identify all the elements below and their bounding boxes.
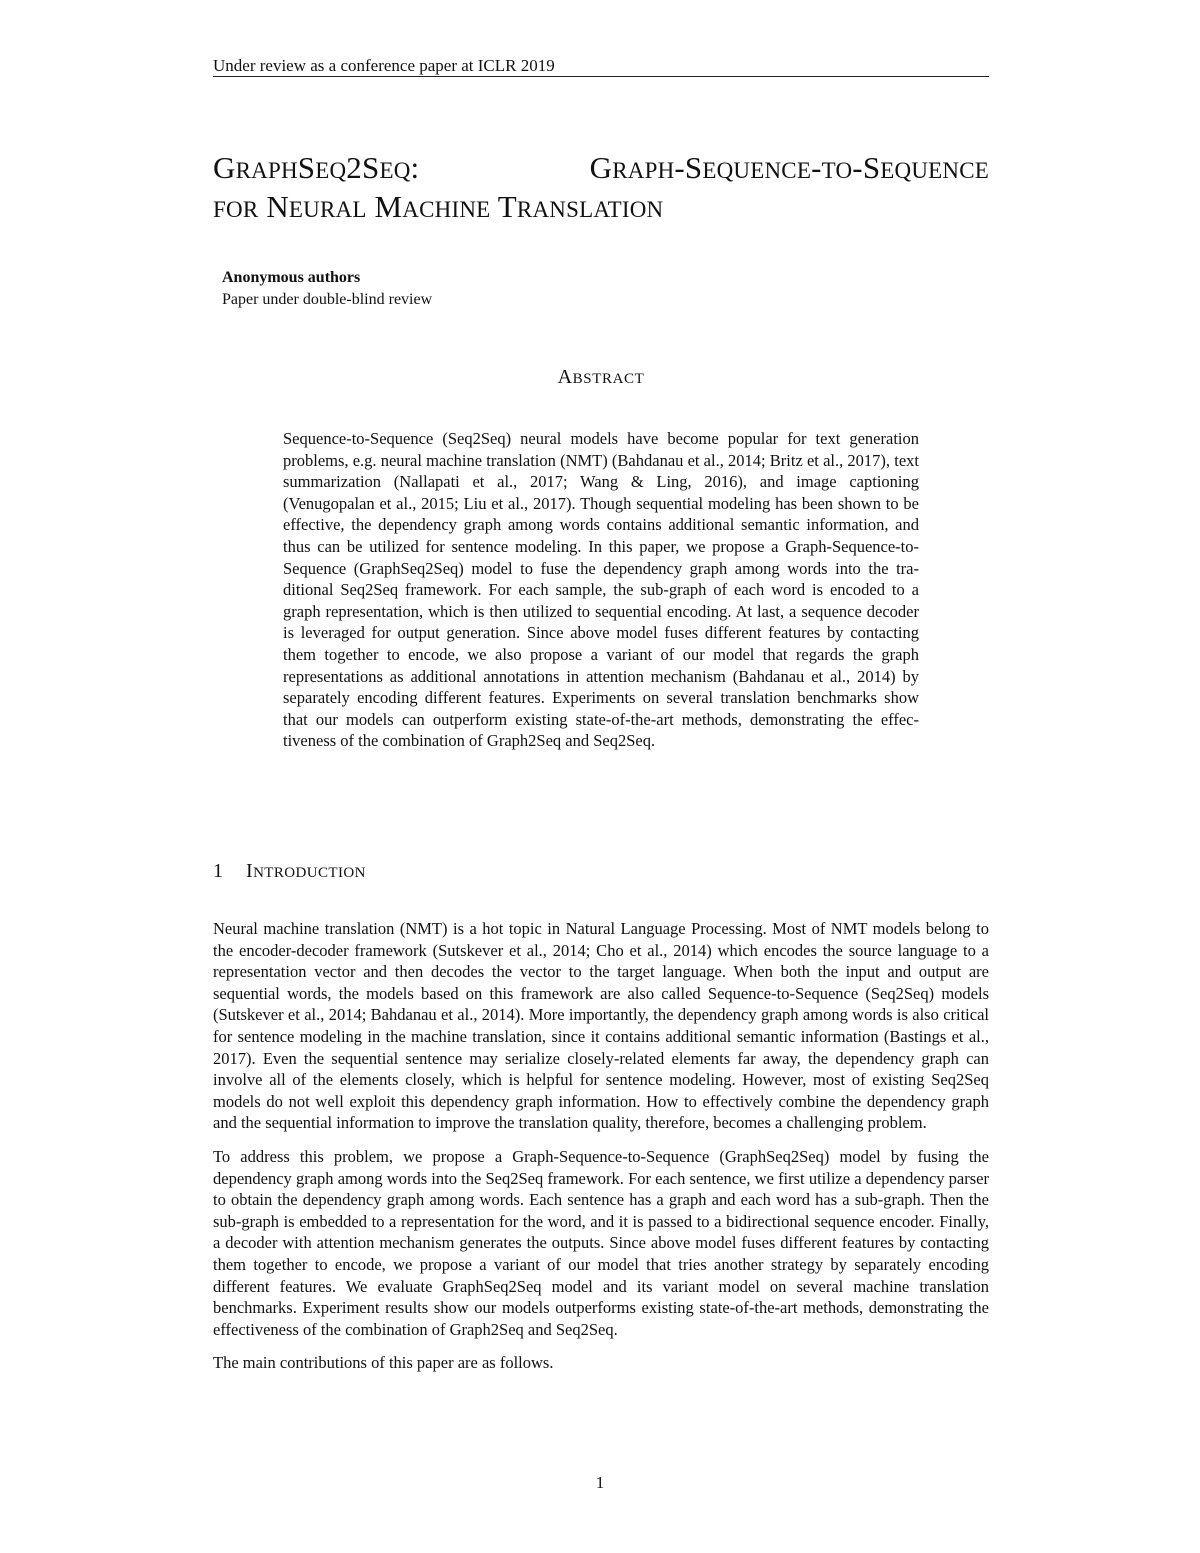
running-header: Under review as a conference paper at ICLR 2019 <box>213 56 989 77</box>
intro-paragraph-2: To address this problem, we propose a Graph-Sequence-to-Sequence (GraphSeq2Seq) model by fusing the dependency graph among words into the Seq2Seq framework. For each sentence, we first utilize a dependency parser to obtain the dependency graph among words. Each sentence has a graph and each word has a sub-graph. Then the sub-graph is embedded to a representation for the word, and it is passed to a bidirectional sequence encoder. Finally, a decoder with attention mechanism generates the outputs. Since above model fuses different features by contacting them together to encode, we propose a variant of our model that tries another strategy by separately encoding different features. We evaluate GraphSeq2Seq model and its variant model on several machine translation benchmarks. Experiment results show our models outperforms existing state-of-the-art methods, demonstrating the effectiveness of the combination of Graph2Seq and Seq2Seq. <box>213 1146 989 1339</box>
page-number: 1 <box>595 1473 605 1492</box>
intro-paragraph-3: The main contributions of this paper are as follows. <box>213 1353 554 1373</box>
intro-paragraph-1: Neural machine translation (NMT) is a hot topic in Natural Language Processing. Most of NMT models belong to the encoder-decoder framework (Sutskever et al., 2014; Cho et al., 2014) which encodes the source language to a representation vector and then decodes the vector to the target language. When both the input and output are sequential words, the models based on this framework are also called Sequence-to-Sequence (Seq2Seq) models (Sutskever et al., 2014; Bahdanau et al., 2014). More importantly, the dependency graph among words is also critical for sentence modeling in the machine translation, since it contains additional semantic information (Bastings et al., 2017). Even the sequential sentence may serialize closely-related elements far away, the dependency graph can involve all of the elements closely, which is helpful for sentence modeling. However, most of existing Seq2Seq models do not well exploit this dependency graph information. How to effectively combine the dependency graph and the sequential information to improve the translation quality, therefore, becomes a challenging problem. <box>213 919 989 1133</box>
section-heading-introduction <box>213 860 366 883</box>
author-block <box>222 267 432 311</box>
title-line-2: FOR NEURAL MACHINE TRANSLATION <box>213 189 664 224</box>
abstract-heading: ABSTRACT <box>557 366 645 388</box>
section-number: 1 <box>213 860 224 882</box>
title-line-1: GRAPHSEQ2SEQ: GRAPH-SEQUENCE-TO-SEQUENCE <box>213 150 989 185</box>
paper-title <box>213 150 993 228</box>
section-title: INTRODUCTION <box>246 860 366 882</box>
introduction-body <box>213 918 989 1386</box>
author-name: Anonymous authors <box>222 269 361 286</box>
abstract-text: Sequence-to-Sequence (Seq2Seq) neural models have become popular for text generation problems, e.g. neural machine translation (NMT) (Bahdanau et al., 2014; Britz et al., 2017), text summarization (Nallapati et al., 2017; Wang & Ling, 2016), and image captioning (Venugopalan et al., 2015; Liu et al., 2017). Though sequential modeling has been shown to be effective, the dependency graph among words contains additional semantic information, and thus can be utilized for sentence modeling. In this paper, we propose a Graph-Sequence-to-Sequence (GraphSeq2Seq) model to fuse the dependency graph among words into the traditional Seq2Seq framework. For each sample, the sub-graph of each word is encoded to a graph representation, which is then utilized to sequential encoding. At last, a sequence decoder is leveraged for output generation. Since above model fuses different features by contacting them together to encode, we also propose a variant of our model that regards the graph representations as additional annotations in attention mechanism (Bahdanau et al., 2014) by separately encoding different features. Experiments on several translation benchmarks show that our models can outperform existing state-of-the-art methods, demonstrating the effectiveness of the combination of Graph2Seq and Seq2Seq. <box>283 429 919 751</box>
review-note: Paper under double-blind review <box>222 291 433 308</box>
